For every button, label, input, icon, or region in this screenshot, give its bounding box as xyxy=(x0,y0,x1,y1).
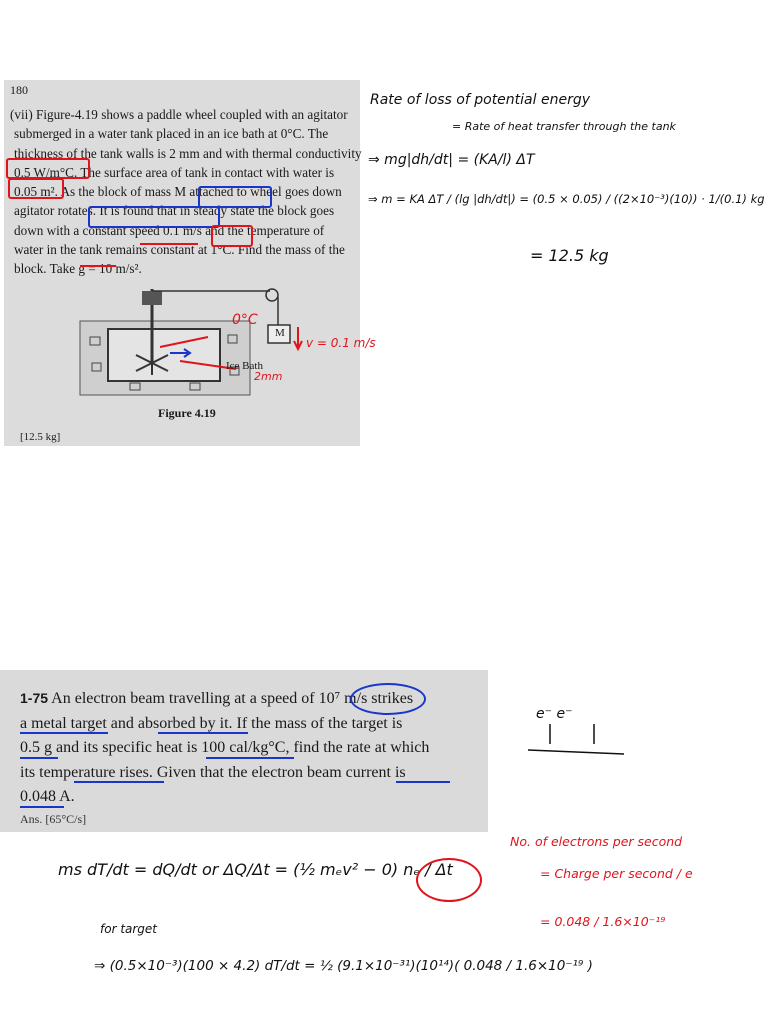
highlight-steady-state xyxy=(198,186,272,208)
problem2-line-4: its temperature rises. Given that the electron beam current is xyxy=(20,763,406,781)
note1-result: = 12.5 kg xyxy=(530,246,609,265)
page-number: 180 xyxy=(10,83,28,97)
block-label: M xyxy=(275,327,285,339)
highlight-constant-speed xyxy=(88,206,220,228)
note2-red-3: = 0.048 / 1.6×10⁻¹⁹ xyxy=(540,914,666,929)
note2-equation-2: ⇒ (0.5×10⁻³)(100 × 4.2) dT/dt = ½ (9.1×10⁻³¹)(10¹⁴)( 0.048 / 1.6×10⁻¹⁹ ) xyxy=(94,958,593,974)
problem1-line-4: 0.5 W/m°C. The surface area of tank in contact with water is xyxy=(14,164,335,180)
highlight-temperature xyxy=(211,225,253,247)
problem1-line-1: (vii) Figure-4.19 shows a paddle wheel coupled with an agitator xyxy=(10,107,348,122)
problem2-line-3: 0.5 g and its specific heat is 100 cal/kg°C, find the rate at which xyxy=(20,739,430,756)
problem1-line-8: water in the tank remains constant at 1°C. Find the mass of the xyxy=(14,242,345,258)
note-zero-celsius: 0°C xyxy=(232,312,258,328)
ice-bath-label: Ice Bath xyxy=(226,360,263,372)
highlight-conductivity xyxy=(6,158,90,179)
note-thickness: 2mm xyxy=(254,370,283,383)
problem2-line-1: An electron beam travelling at a speed of 10⁷ m/s strikes xyxy=(51,690,414,707)
note1-line-2: = Rate of heat transfer through the tank xyxy=(452,120,676,133)
underline-current xyxy=(396,781,450,783)
problem1-line-5: 0.05 m². As the block of mass M attached to wheel goes down xyxy=(14,184,342,200)
underline-metal-target xyxy=(20,732,108,734)
problem2-answer: Ans. [65°C/s] xyxy=(20,812,87,826)
underline-absorbed xyxy=(158,732,248,734)
note2-equation-1: ms dT/dt = dQ/dt or ΔQ/Δt = (½ mₑv² − 0) nₑ / Δt xyxy=(58,860,453,879)
problem1-line-2: submerged in a water tank placed in an ice bath at 0°C. The xyxy=(14,126,329,142)
underline-current-value xyxy=(20,806,64,808)
figure-caption: Figure 4.19 xyxy=(158,406,216,420)
problem2-line-5: 0.048 A. xyxy=(20,788,75,805)
note1-line-1: Rate of loss of potential energy xyxy=(370,92,590,108)
problem1-line-9: block. Take g = 10 m/s². xyxy=(14,261,142,277)
note2-red-1: No. of electrons per second xyxy=(510,834,683,849)
problem2-number: 1-75 xyxy=(20,690,49,706)
note2-red-2: = Charge per second / e xyxy=(540,866,693,881)
note1-line-3: ⇒ mg|dh/dt| = (KA/l) ΔT xyxy=(368,152,535,168)
electron-sketch-label: e⁻ e⁻ xyxy=(536,706,573,722)
underline-constant xyxy=(140,243,198,245)
problem1-line-3: thickness of the tank walls is 2 mm and with thermal conductivity xyxy=(14,145,362,161)
highlight-speed xyxy=(350,683,426,715)
problem2-line-2: a metal target and absorbed by it. If the mass of the target is xyxy=(20,714,403,732)
problem1-line-6: agitator rotates. It is found that in steady state the block goes xyxy=(14,203,335,219)
underline-mass xyxy=(20,757,58,759)
highlight-area xyxy=(8,178,64,199)
ice-bath-region xyxy=(80,321,250,395)
note-velocity: v = 0.1 m/s xyxy=(306,336,376,350)
underline-g xyxy=(80,265,116,267)
note2-for-target: for target xyxy=(100,922,158,936)
problem1-line-7: down with a constant speed 0.1 m/s and the temperature of xyxy=(14,222,325,238)
underline-specific-heat xyxy=(206,757,294,759)
electron-sketch xyxy=(520,710,630,760)
underline-temperature-rises xyxy=(74,781,164,783)
note1-line-4: ⇒ m = KA ΔT / (lg |dh/dt|) = (0.5 × 0.05) / ((2×10⁻³)(10)) · 1/(0.1) kg xyxy=(368,192,765,206)
problem1-answer: [12.5 kg] xyxy=(20,431,61,443)
highlight-ne xyxy=(416,858,482,902)
